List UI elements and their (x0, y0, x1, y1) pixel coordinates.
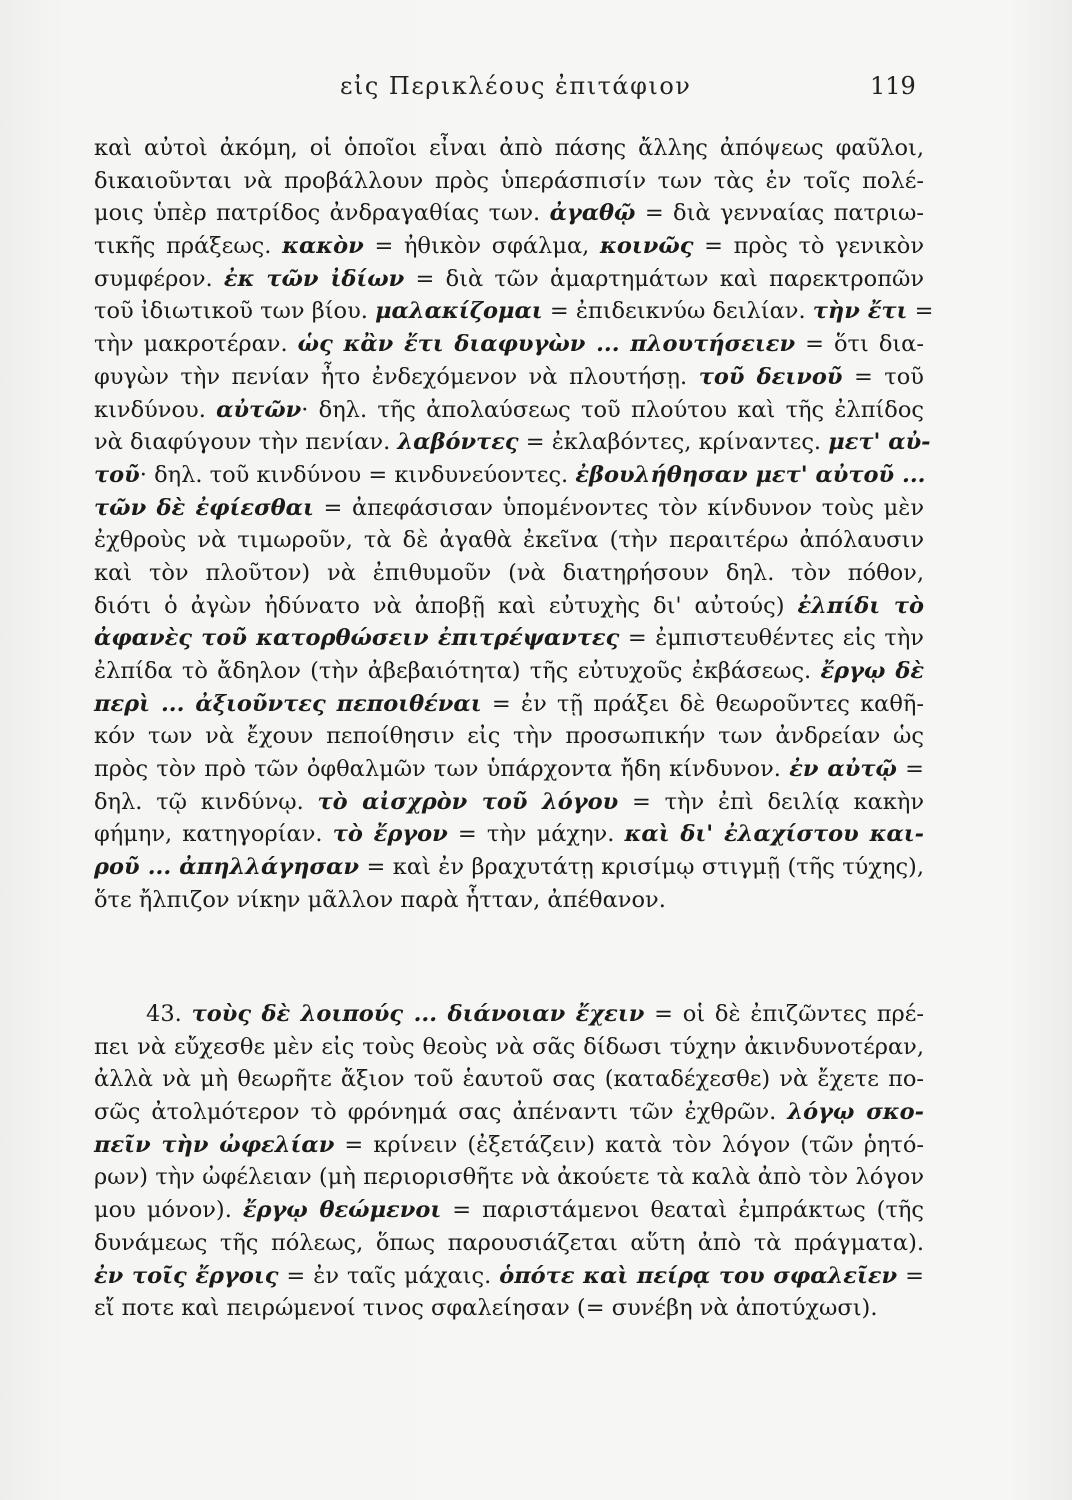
gloss-text: = ὅτι δια- (795, 331, 924, 358)
text-line (94, 328, 924, 361)
lemma-term: ἔργῳ δὲ (820, 658, 925, 684)
lemma-term: περὶ ... ἀξιοῦντες πεποιθέναι (94, 690, 482, 717)
gloss-text: τὴν μακροτέραν. (94, 331, 298, 358)
gloss-text: φήμην, κατηγορίαν. (94, 821, 333, 848)
text-line (94, 818, 924, 851)
text-line (94, 459, 924, 492)
text-line (94, 263, 924, 296)
text-line (94, 165, 924, 198)
gloss-text: ἐχθροὺς νὰ τιμωροῦν, τὰ δὲ ἀγαθὰ ἐκεῖνα (τὴν περαιτέρω ἀπόλαυσιν (94, 527, 924, 554)
lemma-term: ροῦ ... ἀπηλλάγησαν (94, 854, 360, 881)
gloss-text: ὅτε ἤλπιζον νίκην μᾶλλον παρὰ ἧτταν, ἀπέθανον. (94, 886, 666, 913)
gloss-text: = (896, 756, 924, 783)
gloss-text: = ἐκλαβόντες, κρίναντες. (518, 429, 829, 456)
text-line (94, 492, 924, 525)
gloss-text: δηλ. τῷ κινδύνῳ. (94, 788, 318, 815)
gloss-text: = οἱ δὲ ἐπιζῶντες πρέ- (644, 1001, 924, 1027)
gloss-text: = κρίνειν (ἐξετάζειν) κατὰ τὸν λόγον (τῶν ῥητό- (334, 1131, 924, 1158)
text-line (94, 590, 924, 623)
gloss-text: = πρὸς τὸ γενικὸν (693, 233, 924, 260)
text-line (94, 426, 931, 459)
section-number: 43. (146, 1001, 192, 1027)
gloss-text: μοις ὑπὲρ πατρίδος ἀνδραγαθίας των. (94, 200, 550, 227)
text-line (94, 655, 924, 688)
commentary-paragraph (94, 132, 934, 917)
lemma-term: λαβόντες (397, 429, 519, 456)
gloss-text: = ἐπιδεικνύω δειλίαν. (542, 298, 813, 325)
gloss-text: διότι ὁ ἀγὼν ἠδύνατο νὰ ἀποβῇ καὶ εὐτυχὴς δι' αὐτούς) (94, 592, 798, 619)
text-line (94, 998, 924, 1031)
text-line (94, 1227, 924, 1260)
running-title: εἰς Περικλέους ἐπιτάφιον (340, 72, 692, 100)
gloss-text: δικαιοῦνται νὰ προβάλλουν πρὸς ὑπεράσπισίν των τὰς ἐν τοῖς πολέ- (94, 167, 924, 194)
text-line (94, 1063, 924, 1096)
text-line (94, 884, 924, 917)
lemma-term: ἐν τοῖς ἔργοις (94, 1262, 279, 1289)
gloss-text: = διὰ γενναίας πατριω- (635, 200, 924, 227)
lemma-term: μαλακίζομαι (375, 298, 543, 325)
text-line (94, 1031, 924, 1064)
text-line (94, 361, 924, 394)
lemma-term: ἐλπίδι τὸ (797, 592, 925, 619)
lemma-term: τῶν δὲ ἐφίεσθαι (94, 494, 314, 521)
lemma-term: κακὸν (282, 233, 364, 260)
text-line (94, 295, 934, 328)
gloss-text: = καὶ ἐν βραχυτάτῃ κρισίμῳ στιγμῇ (τῆς τύχης), (359, 854, 924, 881)
gloss-text: τοῦ ἰδιωτικοῦ των βίου. (94, 298, 376, 325)
text-line (94, 720, 924, 753)
lemma-term: ἀγαθῷ (549, 200, 636, 227)
gloss-text: συμφέρον. (94, 265, 224, 292)
gloss-text: καὶ αὐτοὶ ἀκόμη, οἱ ὁποῖοι εἶναι ἀπὸ πάσης ἄλλης ἀπόψεως φαῦλοι, (94, 135, 924, 161)
text-line (94, 197, 924, 230)
lemma-term: ὡς κἂν ἔτι διαφυγὼν ... πλουτήσειεν (297, 331, 796, 358)
lemma-term: πεῖν τὴν ὠφελίαν (94, 1131, 335, 1158)
gloss-text: σῶς ἀτολμότερον τὸ φρόνημά σας ἀπέναντι τῶν ἐχθρῶν. (94, 1099, 788, 1126)
text-line (94, 1292, 924, 1325)
text-line (94, 851, 924, 884)
lemma-term: ἀφανὲς τοῦ κατορθώσειν ἐπιτρέψαντες (94, 625, 620, 652)
lemma-term: ἐβουλήθησαν μετ' αὐτοῦ ... (575, 461, 926, 488)
text-line (94, 688, 924, 721)
text-line (94, 230, 924, 263)
gloss-text: = παριστάμενοι θεαταὶ ἐμπράκτως (τῆς (441, 1197, 924, 1224)
gloss-text: καὶ τὸν πλοῦτον) νὰ ἐπιθυμοῦν (νὰ διατηρήσουν δηλ. τὸν πόθον, (94, 559, 924, 586)
gloss-text: κόν των νὰ ἔχουν πεποίθησιν εἰς τὴν προσωπικήν των ἀνδρείαν ὡς (94, 723, 924, 750)
gloss-text: = τοῦ (842, 363, 924, 390)
gloss-text: ἀλλὰ νὰ μὴ θεωρῆτε ἄξιον τοῦ ἑαυτοῦ σας (καταδέχεσθε) νὰ ἔχετε πο- (94, 1066, 924, 1093)
text-line (94, 1129, 924, 1162)
text-line (94, 1260, 924, 1293)
gloss-text: τικῆς πράξεως. (94, 233, 283, 260)
gloss-text: = ἠθικὸν σφάλμα, (363, 233, 600, 260)
lemma-term: ἐκ τῶν ἰδίων (223, 265, 405, 292)
gloss-text: · δηλ. τῆς ἀπολαύσεως τοῦ πλούτου καὶ τῆς ἐλπίδος (301, 396, 924, 423)
text-line (94, 132, 924, 165)
lemma-term: καὶ δι' ἐλαχίστου και- (624, 821, 925, 848)
gloss-text: ἐλπίδα τὸ ἄδηλον (τὴν ἀβεβαιότητα) τῆς εὐτυχοῦς ἐκβάσεως. (94, 658, 821, 684)
text-line (94, 1096, 924, 1129)
lemma-term: τὸ αἰσχρὸν τοῦ λόγου (317, 788, 619, 815)
gloss-text: πρὸς τὸν πρὸ τῶν ὀφθαλμῶν των ὑπάρχοντα ἤδη κίνδυνον. (94, 756, 790, 783)
gloss-text: εἴ ποτε καὶ πειρώμενοί τινος σφαλείησαν (= συνέβη νὰ ἀποτύχωσι). (94, 1295, 878, 1322)
gloss-text: κινδύνου. (94, 396, 217, 423)
text-line (94, 753, 924, 786)
gloss-text: = (907, 298, 934, 325)
lemma-term: τοὺς δὲ λοιπούς ... διάνοιαν ἔχειν (191, 1001, 645, 1027)
gloss-text: = τὴν μάχην. (447, 821, 625, 848)
text-line (94, 1161, 924, 1194)
gloss-text: φυγὼν τὴν πενίαν ἦτο ἐνδεχόμενον νὰ πλουτήσῃ. (94, 363, 699, 390)
gloss-text: = διὰ τῶν ἁμαρτημάτων καὶ παρεκτροπῶν (404, 265, 925, 292)
lemma-term: ἔργῳ θεώμενοι (242, 1197, 442, 1224)
gloss-text: = (897, 1262, 924, 1289)
lemma-term: τοῦ (94, 461, 140, 488)
text-line (94, 786, 924, 819)
gloss-text: = ἐν τῇ πράξει δὲ θεωροῦντες καθῆ- (481, 690, 924, 717)
page-number: 119 (870, 72, 916, 100)
commentary-paragraph-43 (94, 998, 924, 1325)
gloss-text: πει νὰ εὔχεσθε μὲν εἰς τοὺς θεοὺς νὰ σᾶς δίδωσι τύχην ἀκινδυνοτέραν, (94, 1033, 924, 1060)
lemma-term: λόγῳ σκο- (787, 1099, 924, 1126)
text-line (94, 524, 924, 557)
gloss-text: · δηλ. τοῦ κινδύνου = κινδυνεύοντες. (139, 461, 576, 488)
lemma-term: κοινῶς (599, 233, 694, 260)
text-line (94, 1194, 924, 1227)
gloss-text: = τὴν ἐπὶ δειλίᾳ κακὴν (618, 788, 924, 815)
lemma-term: τὸ ἔργον (332, 821, 448, 848)
gloss-text: μου μόνον). (94, 1197, 243, 1224)
gloss-text: δυνάμεως τῆς πόλεως, ὅπως παρουσιάζεται αὕτη ἀπὸ τὰ πράγματα). (94, 1229, 924, 1256)
text-line (94, 557, 924, 590)
text-line (94, 394, 924, 427)
lemma-term: αὐτῶν (216, 396, 302, 423)
gloss-text: = ἀπεφάσισαν ὑπομένοντες τὸν κίνδυνον τοὺς μὲν (313, 494, 924, 521)
lemma-term: ὁπότε καὶ πείρᾳ του σφαλεῖεν (499, 1262, 898, 1289)
lemma-term: τὴν ἔτι (812, 298, 908, 325)
gloss-text: = ἐν ταῖς μάχαις. (278, 1262, 500, 1289)
gloss-text: = ἐμπιστευθέντες εἰς τὴν (619, 625, 924, 652)
lemma-term: τοῦ δεινοῦ (698, 363, 843, 390)
text-line (94, 622, 924, 655)
gloss-text: ρων) τὴν ὠφέλειαν (μὴ περιορισθῆτε νὰ ἀκούετε τὰ καλὰ ἀπὸ τὸν λόγον (94, 1164, 924, 1191)
lemma-term: μετ' αὐ- (828, 429, 931, 456)
lemma-term: ἐν αὐτῷ (789, 756, 897, 783)
gloss-text: νὰ διαφύγουν τὴν πενίαν. (94, 429, 398, 456)
